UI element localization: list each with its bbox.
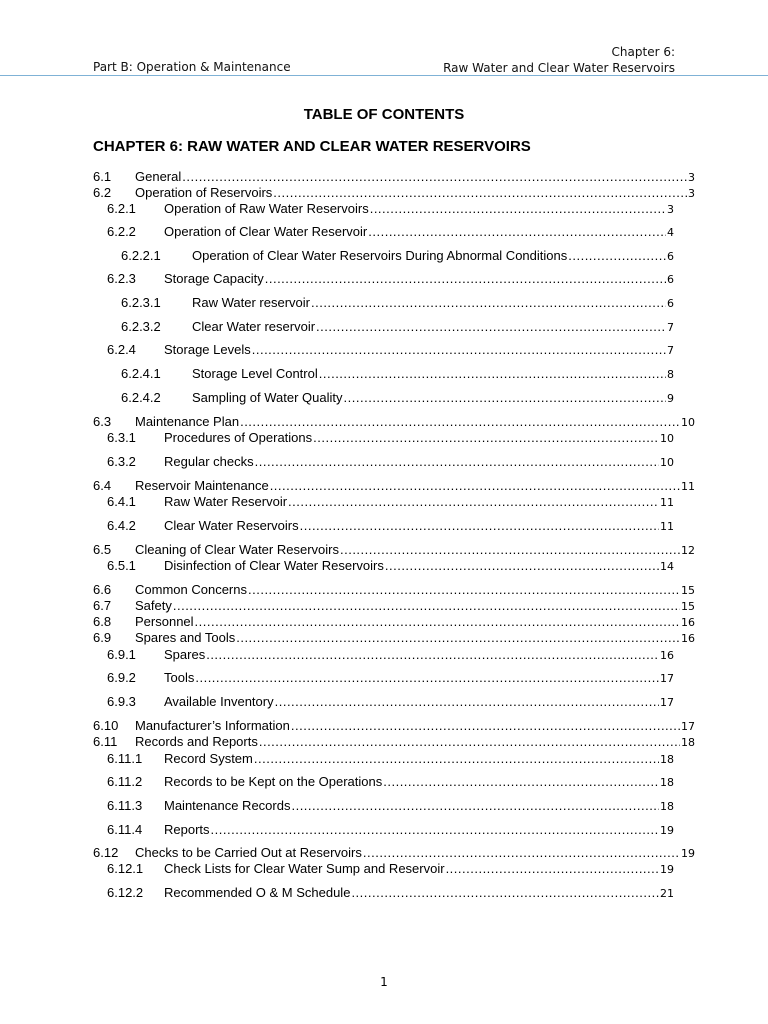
toc-entry-page: 11 — [660, 496, 674, 509]
toc-entry-page: 12 — [681, 544, 695, 557]
toc-entry-page: 9 — [667, 392, 674, 405]
toc-leader-dots — [340, 542, 680, 558]
toc-entry-title: Reports — [164, 822, 210, 837]
toc-entry-number: 6.5 — [93, 542, 112, 557]
toc-entry-page: 3 — [667, 203, 674, 216]
toc-entry-page: 15 — [681, 584, 695, 597]
header-chapter — [443, 44, 675, 76]
toc-entry-title: Personnel — [135, 614, 194, 629]
toc-entry[interactable] — [93, 614, 695, 631]
toc-leader-dots — [259, 734, 680, 750]
toc-entry-title: Storage Levels — [164, 342, 251, 357]
toc-entry-number: 6.7 — [93, 598, 112, 613]
toc-entry[interactable] — [107, 342, 674, 359]
toc-entry-page: 11 — [660, 520, 674, 533]
toc-entry[interactable] — [93, 630, 695, 647]
toc-entry-page: 18 — [660, 800, 674, 813]
toc-entry-number: 6.10 — [93, 718, 119, 733]
toc-entry[interactable] — [93, 542, 695, 559]
toc-entry-number: 6.4 — [93, 478, 112, 493]
toc-leader-dots — [275, 694, 659, 710]
toc-leader-dots — [319, 366, 666, 382]
toc-entry-number: 6.2.3 — [107, 271, 136, 286]
toc-leader-dots — [195, 614, 680, 630]
toc-entry-page: 3 — [688, 187, 695, 200]
toc-leader-dots — [236, 630, 680, 646]
toc-entry-number: 6.3.2 — [107, 454, 136, 469]
toc-entry-title: Clear Water Reservoirs — [164, 518, 299, 533]
toc-entry[interactable] — [93, 845, 695, 862]
toc-leader-dots — [195, 670, 659, 686]
toc-leader-dots — [173, 598, 680, 614]
toc-entry-title: Spares — [164, 647, 206, 662]
toc-entry-page: 18 — [660, 753, 674, 766]
toc-entry-title: Reservoir Maintenance — [135, 478, 269, 493]
toc-entry[interactable] — [107, 670, 674, 687]
toc-entry-number: 6.2.3.1 — [121, 295, 161, 310]
toc-entry-title: Check Lists for Clear Water Sump and Reservoir — [164, 861, 445, 876]
toc-entry-number: 6.9.3 — [107, 694, 136, 709]
header-part: Part B: Operation & Maintenance — [93, 60, 291, 74]
toc-entry-page: 10 — [681, 416, 695, 429]
toc-entry[interactable] — [93, 598, 695, 615]
toc-entry[interactable] — [107, 694, 674, 711]
toc-entry[interactable] — [107, 224, 674, 241]
toc-entry-title: Operation of Reservoirs — [135, 185, 273, 200]
toc-entry[interactable] — [93, 414, 695, 431]
toc-leader-dots — [254, 751, 659, 767]
toc-entry-number: 6.2 — [93, 185, 112, 200]
toc-entry-title: Operation of Clear Water Reservoir — [164, 224, 368, 239]
toc-entry-page: 6 — [667, 250, 674, 263]
toc-entry-number: 6.9.2 — [107, 670, 136, 685]
toc-leader-dots — [300, 518, 659, 534]
toc-entry[interactable] — [93, 582, 695, 599]
toc-entry[interactable] — [121, 248, 674, 265]
toc-entry-page: 6 — [667, 297, 674, 310]
toc-entry-page: 10 — [660, 456, 674, 469]
toc-entry-title: Disinfection of Clear Water Reservoirs — [164, 558, 384, 573]
header-chapter-title: Raw Water and Clear Water Reservoirs — [443, 61, 675, 75]
toc-leader-dots — [363, 845, 680, 861]
toc-leader-dots — [288, 494, 659, 510]
toc-entry-number: 6.12 — [93, 845, 119, 860]
toc-entry-page: 10 — [660, 432, 674, 445]
toc-entry-title: Operation of Clear Water Reservoirs During Abnormal Conditions — [192, 248, 568, 263]
toc-leader-dots — [351, 885, 659, 901]
toc-entry-title: Available Inventory — [164, 694, 274, 709]
toc-entry-page: 16 — [681, 632, 695, 645]
toc-entry-title: Raw Water reservoir — [192, 295, 310, 310]
toc-entry-title: Maintenance Plan — [135, 414, 240, 429]
toc-entry-title: Procedures of Operations — [164, 430, 313, 445]
toc-leader-dots — [568, 248, 666, 264]
toc-entry[interactable] — [107, 798, 674, 815]
toc-entry-page: 15 — [681, 600, 695, 613]
toc-entry-title: Operation of Raw Water Reservoirs — [164, 201, 369, 216]
toc-entry[interactable] — [107, 518, 674, 535]
toc-entry-number: 6.11.4 — [107, 822, 143, 837]
toc-entry-title: Cleaning of Clear Water Reservoirs — [135, 542, 339, 557]
toc-leader-dots — [383, 774, 659, 790]
toc-leader-dots — [316, 319, 666, 335]
toc-leader-dots — [313, 430, 659, 446]
toc-entry-number: 6.11.3 — [107, 798, 143, 813]
toc-entry-title: Storage Level Control — [192, 366, 318, 381]
toc-entry-title: Spares and Tools — [135, 630, 236, 645]
toc-entry-title: Manufacturer’s Information — [135, 718, 290, 733]
toc-entry[interactable] — [93, 718, 695, 735]
toc-entry[interactable] — [121, 390, 674, 407]
toc-entry-page: 3 — [688, 171, 695, 184]
toc-entry-number: 6.11.1 — [107, 751, 143, 766]
toc-leader-dots — [248, 582, 680, 598]
toc-leader-dots — [273, 185, 687, 201]
toc-leader-dots — [206, 647, 659, 663]
toc-entry-page: 18 — [681, 736, 695, 749]
toc-entry-number: 6.3 — [93, 414, 112, 429]
toc-entry[interactable] — [107, 774, 674, 791]
toc-entry-page: 17 — [660, 696, 674, 709]
toc-entry-number: 6.12.2 — [107, 885, 144, 900]
toc-entry[interactable] — [93, 185, 695, 202]
toc-entry-page: 7 — [667, 321, 674, 334]
toc-leader-dots — [311, 295, 666, 311]
toc-entry-page: 7 — [667, 344, 674, 357]
toc-entry-number: 6.6 — [93, 582, 112, 597]
toc-entry-number: 6.2.2.1 — [121, 248, 161, 263]
toc-leader-dots — [240, 414, 680, 430]
toc-entry-number: 6.3.1 — [107, 430, 136, 445]
toc-entry-number: 6.2.4.2 — [121, 390, 161, 405]
toc-entry[interactable] — [107, 558, 674, 575]
toc-entry-number: 6.2.4 — [107, 342, 136, 357]
toc-entry[interactable] — [107, 885, 674, 902]
toc-entry[interactable] — [107, 751, 674, 768]
toc-leader-dots — [211, 822, 659, 838]
toc-leader-dots — [265, 271, 666, 287]
toc-entry-number: 6.1 — [93, 169, 112, 184]
page-number: 1 — [380, 975, 388, 989]
toc-entry-number: 6.2.2 — [107, 224, 136, 239]
toc-entry-title: Safety — [135, 598, 172, 613]
toc-entry-number: 6.4.2 — [107, 518, 136, 533]
toc-entry-page: 18 — [660, 776, 674, 789]
toc-entry-page: 16 — [681, 616, 695, 629]
toc-entry-page: 19 — [681, 847, 695, 860]
toc-entry[interactable] — [93, 169, 695, 186]
toc-entry-number: 6.5.1 — [107, 558, 136, 573]
toc-leader-dots — [270, 478, 680, 494]
toc-entry-title: Raw Water Reservoir — [164, 494, 288, 509]
toc-entry-title: Tools — [164, 670, 195, 685]
toc-leader-dots — [370, 201, 666, 217]
toc-heading: TABLE OF CONTENTS — [303, 106, 465, 123]
toc-entry-page: 16 — [660, 649, 674, 662]
toc-entry[interactable] — [121, 319, 674, 336]
toc-entry-number: 6.9 — [93, 630, 112, 645]
toc-leader-dots — [344, 390, 666, 406]
toc-leader-dots — [255, 454, 659, 470]
toc-entry-title: Common Concerns — [135, 582, 247, 597]
toc-entry-number: 6.11.2 — [107, 774, 143, 789]
toc-entry-title: Storage Capacity — [164, 271, 264, 286]
toc-entry-number: 6.2.4.1 — [121, 366, 161, 381]
toc-entry-number: 6.11 — [93, 734, 118, 749]
toc-leader-dots — [291, 798, 659, 814]
toc-entry[interactable] — [93, 734, 695, 751]
toc-entry-number: 6.2.3.2 — [121, 319, 161, 334]
toc-entry-number: 6.4.1 — [107, 494, 136, 509]
toc-entry[interactable] — [107, 454, 674, 471]
toc-entry[interactable] — [93, 478, 695, 495]
toc-leader-dots — [368, 224, 666, 240]
toc-leader-dots — [291, 718, 680, 734]
toc-entry[interactable] — [121, 366, 674, 383]
toc-entry-title: Sampling of Water Quality — [192, 390, 343, 405]
toc-entry-number: 6.12.1 — [107, 861, 144, 876]
toc-entry-title: Clear Water reservoir — [192, 319, 316, 334]
toc-entry[interactable] — [107, 430, 674, 447]
toc-leader-dots — [252, 342, 666, 358]
toc-entry-title: General — [135, 169, 182, 184]
toc-entry-page: 17 — [660, 672, 674, 685]
toc-entry-number: 6.8 — [93, 614, 112, 629]
header-divider — [0, 75, 768, 76]
toc-entry[interactable] — [121, 295, 674, 312]
toc-entry-title: Maintenance Records — [164, 798, 291, 813]
toc-entry-title: Recommended O & M Schedule — [164, 885, 351, 900]
toc-leader-dots — [446, 861, 659, 877]
toc-entry-page: 11 — [681, 480, 695, 493]
toc-entry-number: 6.2.1 — [107, 201, 136, 216]
toc-entry-title: Record System — [164, 751, 253, 766]
toc-entry-page: 19 — [660, 824, 674, 837]
toc-entry-title: Regular checks — [164, 454, 254, 469]
toc-entry[interactable] — [107, 201, 674, 218]
toc-entry-title: Records and Reports — [135, 734, 258, 749]
toc-entry-title: Records to be Kept on the Operations — [164, 774, 383, 789]
chapter-title: CHAPTER 6: RAW WATER AND CLEAR WATER RESERVOIRS — [93, 138, 531, 155]
toc-entry-page: 6 — [667, 273, 674, 286]
toc-entry-page: 21 — [660, 887, 674, 900]
toc-leader-dots — [182, 169, 687, 185]
toc-entry-page: 19 — [660, 863, 674, 876]
toc-entry[interactable] — [107, 494, 674, 511]
toc-entry[interactable] — [107, 271, 674, 288]
toc-entry[interactable] — [107, 861, 674, 878]
toc-entry-page: 8 — [667, 368, 674, 381]
header-chapter-number: Chapter 6: — [611, 45, 675, 59]
toc-leader-dots — [385, 558, 659, 574]
toc-entry[interactable] — [107, 647, 674, 664]
toc-entry[interactable] — [107, 822, 674, 839]
toc-entry-number: 6.9.1 — [107, 647, 136, 662]
toc-entry-page: 4 — [667, 226, 674, 239]
toc-entry-page: 14 — [660, 560, 674, 573]
toc-entry-title: Checks to be Carried Out at Reservoirs — [135, 845, 362, 860]
toc-entry-page: 17 — [681, 720, 695, 733]
